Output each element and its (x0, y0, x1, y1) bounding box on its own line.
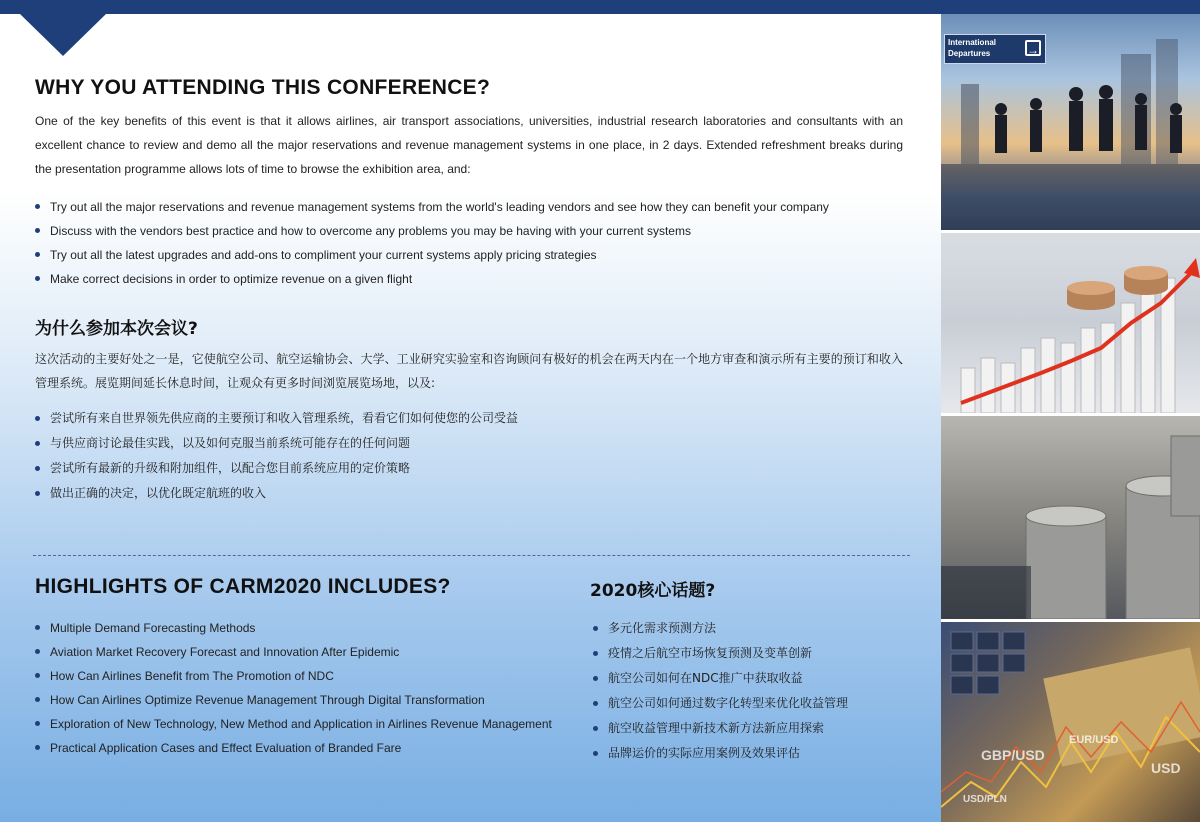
list-item: 品牌运价的实际应用案例及效果评估 (593, 741, 913, 766)
section-title-why-attend-cn: 为什么参加本次会议? (35, 319, 198, 339)
growth-illustration (941, 233, 1200, 413)
currency-keyboard-photo (941, 622, 1200, 822)
section-title-highlights-cn: 2020核心话题? (590, 581, 716, 601)
list-item: Multiple Demand Forecasting Methods (35, 616, 575, 640)
why-attend-intro-cn: 这次活动的主要好处之一是，它使航空公司、航空运输协会、大学、工业研究实验室和咨询顾问有极好的机会在两天内在一个地方审查和演示所有主要的预订和收入管理系统。展览期间延长休息时间，让观众有更多时间浏览展览场地，以及: (35, 352, 903, 390)
section-title-highlights: HIGHLIGHTS OF CARM2020 INCLUDES? (35, 575, 451, 598)
list-item: 尝试所有来自世界领先供应商的主要预订和收入管理系统，看看它们如何使您的公司受益 (35, 406, 905, 431)
coin-stacks-photo (941, 416, 1200, 619)
photo-column (941, 14, 1200, 822)
list-item: How Can Airlines Benefit from The Promotion of NDC (35, 664, 575, 688)
currency-label: EUR/USD (1069, 734, 1119, 746)
arrow-right-icon: → (1025, 40, 1041, 56)
list-item: 疫情之后航空市场恢复预测及变革创新 (593, 641, 913, 666)
section-title-why-attend: WHY YOU ATTENDING THIS CONFERENCE? (35, 76, 491, 99)
list-item: 航空公司如何通过数字化转型来优化收益管理 (593, 691, 913, 716)
list-item: 航空收益管理中新技术新方法新应用探索 (593, 716, 913, 741)
airport-departures-photo (941, 14, 1200, 230)
list-item: Make correct decisions in order to optimize revenue on a given flight (35, 267, 905, 291)
list-item: Try out all the latest upgrades and add-ons to compliment your current systems apply pricing strategies (35, 243, 905, 267)
currency-label: GBP/USD (981, 747, 1045, 763)
main-content-panel (0, 14, 941, 822)
currency-label: USD (1151, 760, 1181, 776)
section-divider (33, 555, 910, 556)
coins-growth-chart-photo (941, 233, 1200, 413)
list-item: 与供应商讨论最佳实践，以及如何克服当前系统可能存在的任何问题 (35, 431, 905, 456)
coin-stacks (941, 416, 1200, 619)
list-item: Aviation Market Recovery Forecast and Innovation After Epidemic (35, 640, 575, 664)
why-attend-bullets (35, 195, 905, 291)
departures-sign: International Departures → (944, 34, 1046, 64)
list-item: Practical Application Cases and Effect Evaluation of Branded Fare (35, 736, 575, 760)
header-notch (20, 14, 106, 56)
top-banner-bar (0, 0, 1200, 14)
why-attend-bullets-cn (35, 406, 905, 506)
list-item: Exploration of New Technology, New Method and Application in Airlines Revenue Management (35, 712, 575, 736)
highlights-list-cn (593, 616, 913, 766)
why-attend-intro: One of the key benefits of this event is that it allows airlines, air transport associations, universities, industrial research laboratories and consultants with an excellent chance to review and demo all the major reservations and revenue management systems in one place, in 2 days. Extended refreshment breaks during the presentation programme allows lots of time to browse the exhibition area, and: (35, 114, 903, 176)
list-item: Discuss with the vendors best practice and how to overcome any problems you may be having with your current systems (35, 219, 905, 243)
list-item: 多元化需求预测方法 (593, 616, 913, 641)
list-item: How Can Airlines Optimize Revenue Management Through Digital Transformation (35, 688, 575, 712)
currency-label: USD/PLN (963, 794, 1007, 805)
list-item: 航空公司如何在NDC推广中获取收益 (593, 666, 913, 691)
list-item: 做出正确的决定，以优化既定航班的收入 (35, 481, 905, 506)
highlights-list (35, 616, 575, 760)
list-item: Try out all the major reservations and revenue management systems from the world's leading vendors and see how they can benefit your company (35, 195, 905, 219)
currency-trading-illustration (941, 622, 1200, 822)
list-item: 尝试所有最新的升级和附加组件，以配合您目前系统应用的定价策略 (35, 456, 905, 481)
